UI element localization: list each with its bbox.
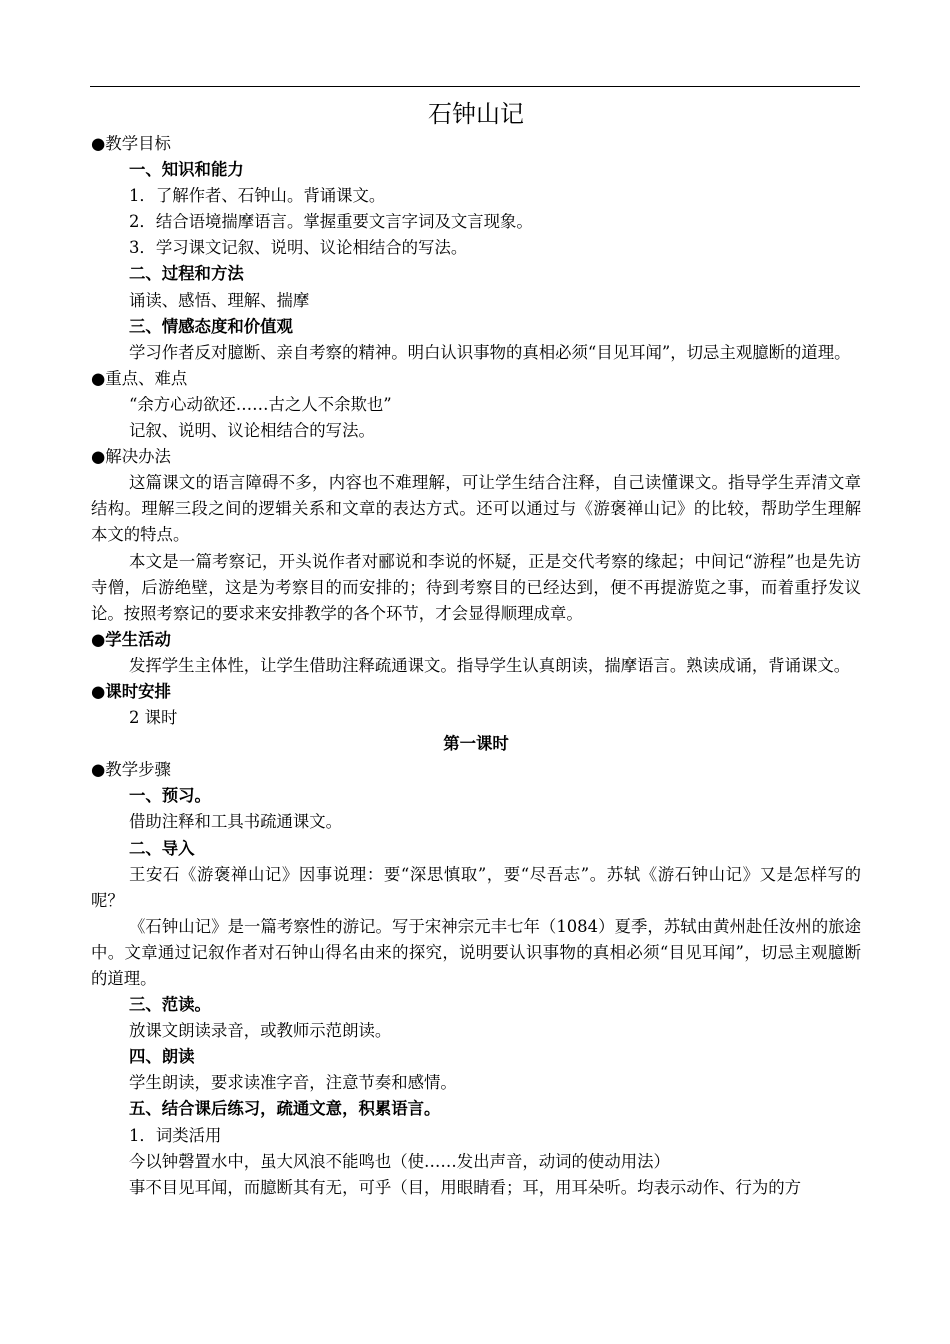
section-solution: ●解决办法 [91, 447, 171, 467]
section-teaching-goals: ●教学目标 [91, 134, 171, 153]
heading-process: 二、过程和方法 [129, 264, 244, 284]
model-reading-text: 放课文朗读录音，或教师示范朗读。 [129, 1021, 392, 1041]
section-student-activity: ●学生活动 [91, 629, 171, 649]
goal-item-2: 2．结合语境揣摩语言。掌握重要文言字词及文言现象。 [129, 212, 533, 232]
intro-paragraph-2: 《石钟山记》是一篇考察性的游记。写于宋神宗元丰七年（1084）夏季，苏轼由黄州赴任汝州的旅途中。文章通过记叙作者对石钟山得名由来的探究，说明要认识事物的真相必须“目见耳闻”，切忌主观臆断的道理。 [91, 916, 861, 988]
heading-exercise: 五、结合课后练习，疏通文意，积累语言。 [129, 1099, 441, 1119]
solution-paragraph-2: 本文是一篇考察记，开头说作者对郦说和李说的怀疑，正是交代考察的缘起；中间记“游程”也是先访寺僧，后游绝壁，这是为考察目的而安排的；待到考察目的已经达到，便不再提游览之事，而着重抒发议论。按照考察记的要求来安排教学的各个环节，才会显得顺理成章。 [91, 551, 861, 623]
heading-model-reading: 三、范读。 [129, 995, 211, 1015]
goal-item-3: 3．学习课文记叙、说明、议论相结合的写法。 [129, 238, 468, 258]
section-key-points: ●重点、难点 [91, 368, 188, 388]
heading-reading: 四、朗读 [129, 1047, 195, 1067]
heading-preview: 一、预习。 [129, 786, 211, 806]
header-rule [90, 86, 860, 87]
solution-paragraph-1: 这篇课文的语言障碍不多，内容也不难理解，可让学生结合注释，自己读懂课文。指导学生弄清文章结构。理解三段之间的逻辑关系和文章的表达方式。还可以通过与《游褒禅山记》的比较，帮助学生理解本文的特点。 [91, 473, 861, 545]
key-point-2: 记叙、说明、议论相结合的写法。 [129, 421, 375, 441]
lesson-one-heading: 第一课时 [443, 734, 509, 754]
section-schedule: ●课时安排 [91, 681, 171, 701]
intro-paragraph-1: 王安石《游褒禅山记》因事说理：要“深思慎取”，要“尽吾志”。苏轼《游石钟山记》又是怎样写的呢？ [91, 864, 861, 910]
page-title: 石钟山记 [428, 100, 524, 128]
key-point-1: “余方心动欲还……古之人不余欺也” [129, 394, 392, 414]
emotion-paragraph: 学习作者反对臆断、亲自考察的精神。明白认识事物的真相必须“目见耳闻”，切忌主观臆断的道理。 [129, 342, 851, 362]
heading-emotion: 三、情感态度和价值观 [129, 316, 293, 336]
exercise-item-1: 1．词类活用 [129, 1125, 222, 1145]
reading-text: 学生朗读，要求读准字音，注意节奏和感情。 [129, 1073, 457, 1093]
exercise-item-3: 事不目见耳闻，而臆断其有无，可乎（目，用眼睛看；耳，用耳朵听。均表示动作、行为的方 [129, 1177, 802, 1197]
schedule-text: 2 课时 [129, 708, 178, 728]
heading-intro: 二、导入 [129, 838, 195, 858]
heading-knowledge: 一、知识和能力 [129, 160, 244, 180]
process-text: 诵读、感悟、理解、揣摩 [129, 290, 310, 310]
document-body [91, 97, 861, 1201]
preview-text: 借助注释和工具书疏通课文。 [129, 812, 343, 832]
goal-item-1: 1．了解作者、石钟山。背诵课文。 [129, 186, 386, 206]
exercise-item-2: 今以钟磬置水中，虽大风浪不能鸣也（使……发出声音，动词的使动用法） [129, 1151, 670, 1171]
activity-paragraph: 发挥学生主体性，让学生借助注释疏通课文。指导学生认真朗读，揣摩语言。熟读成诵，背诵课文。 [129, 655, 851, 675]
section-teaching-steps: ●教学步骤 [91, 760, 171, 780]
